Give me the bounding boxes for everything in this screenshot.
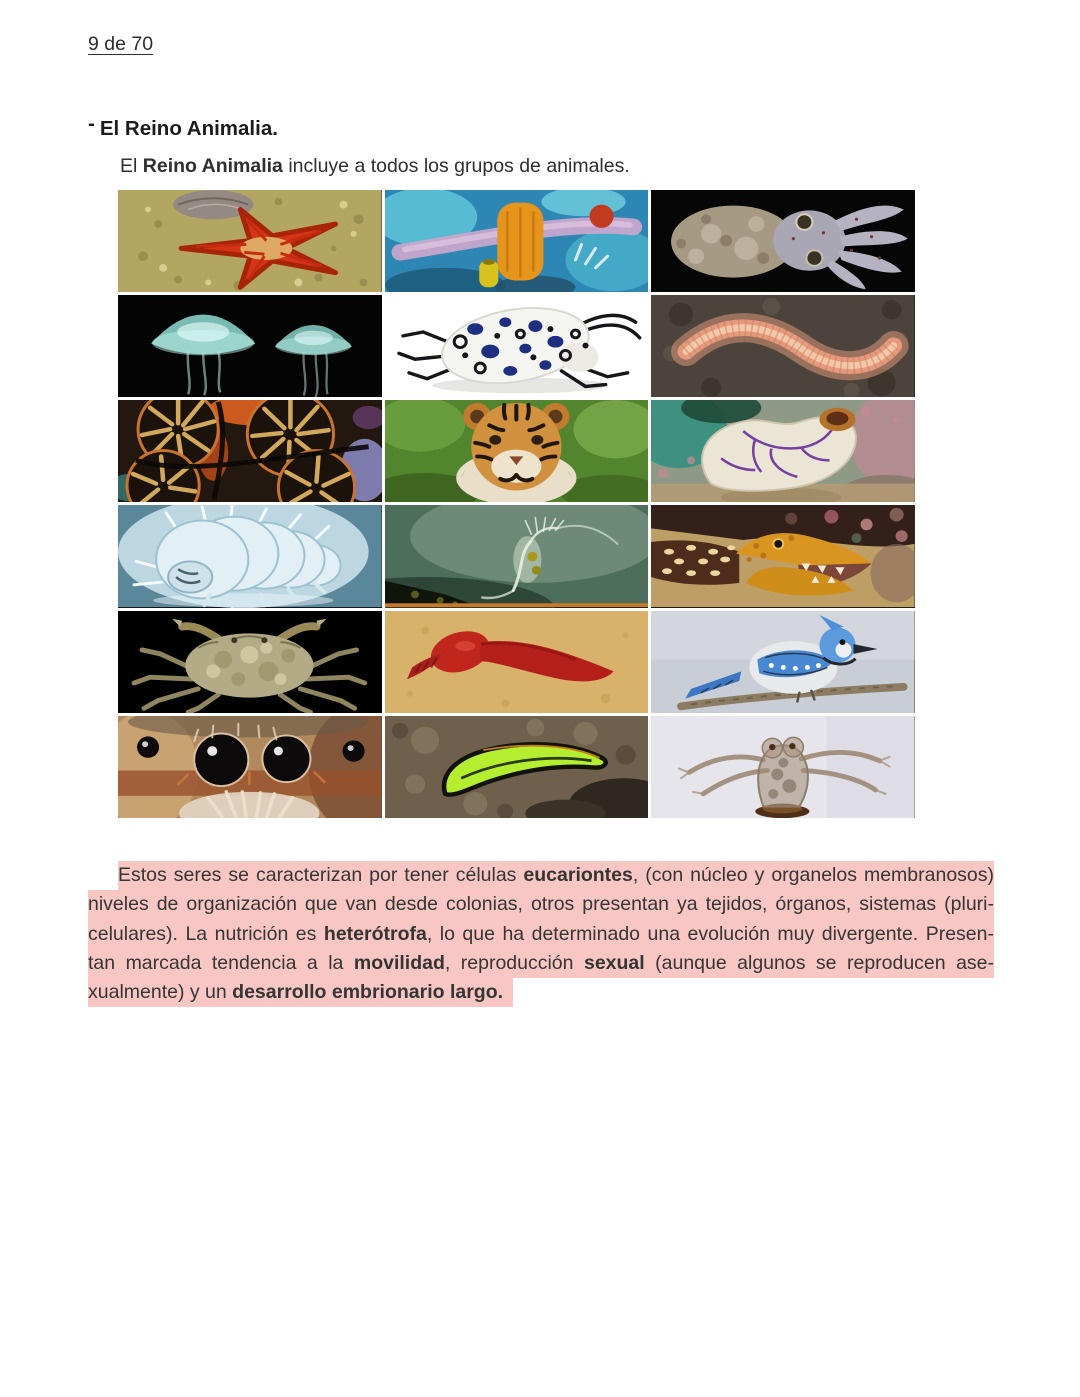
animal-image-transparent-rotifer [651,716,915,818]
fireworm-illustration [651,295,915,397]
bold-text-run: Reino Animalia [142,155,283,177]
skeleton-shrimp-illustration [385,505,649,607]
text-run: celulares). La nutrición es [88,922,324,945]
animal-image-crab [118,611,382,713]
animal-image-tiger-face [385,400,649,502]
animal-image-skeleton-shrimp [385,505,649,607]
animal-image-grid [118,190,915,818]
text-run: , lo que ha determinado una evolución muy divergente. Presen- [426,922,994,945]
animal-image-red-starfish [118,190,382,292]
bold-text-run: eucariontes [523,864,633,886]
animal-image-striped-clam-mantle [118,400,382,502]
animal-image-coral-reef-sponge [385,190,649,292]
animal-image-moon-jellyfish [118,295,382,397]
bold-text-run: desarrollo embrionario largo. [232,981,504,1004]
striped-clam-mantle-illustration [118,400,382,502]
animal-image-bobtail-squid [651,190,915,292]
tiger-face-illustration [385,400,649,502]
animal-image-blue-jay [651,611,915,713]
leopard-beetle-illustration [385,295,649,397]
paragraph-line [88,978,513,1007]
bold-text-run: sexual [583,951,645,974]
coral-reef-sponge-illustration [385,190,649,292]
highlight-paragraph [88,861,994,1007]
animal-image-leopard-beetle [385,295,649,397]
text-run: incluye a todos los grupos de animales. [282,155,630,177]
green-flatworm-illustration [385,716,649,818]
page-number: 9 de 70 [88,33,154,55]
moon-jellyfish-illustration [118,295,382,397]
animal-image-red-worm-specimen [385,611,649,713]
text-run: El [120,155,143,177]
bold-text-run: movilidad [353,951,445,974]
animal-image-jumping-spider [118,716,382,818]
text-run: , reproducción [444,951,584,974]
transparent-rotifer-illustration [651,716,915,818]
text-run: niveles de organización que van desde colonias, otros presentan ya tejidos, órganos, sistemas (pluri- [88,893,994,916]
animal-image-green-flatworm [385,716,649,818]
text-run: Estos seres se caracterizan por tener células [118,864,524,886]
text-run: xualmente) y un [88,981,233,1004]
text-run: (aunque algunos se reproducen ase- [644,951,995,974]
intro-sentence [120,155,630,178]
paragraph-line [88,949,994,978]
crab-illustration [118,611,382,713]
giant-isopod-illustration [118,505,382,607]
sea-squirt-illustration [651,400,915,502]
blue-jay-illustration [651,611,915,713]
moray-eel-illustration [651,505,915,607]
jumping-spider-illustration [118,716,382,818]
heading-bullet-dash: - [88,112,95,135]
text-run: , (con núcleo y organelos membranosos) [632,864,994,886]
paragraph-line [118,861,994,890]
animal-image-sea-squirt [651,400,915,502]
red-starfish-illustration [118,190,382,292]
red-worm-specimen-illustration [385,611,649,713]
text-run: tan marcada tendencia a la [88,951,354,974]
animal-image-fireworm [651,295,915,397]
paragraph-line [88,920,994,949]
paragraph-line [88,890,994,919]
heading-text: El Reino Animalia. [99,117,278,140]
section-heading [88,112,278,141]
animal-image-giant-isopod [118,505,382,607]
bobtail-squid-illustration [651,190,915,292]
animal-image-moray-eel [651,505,915,607]
bold-text-run: heterótrofa [323,922,427,945]
